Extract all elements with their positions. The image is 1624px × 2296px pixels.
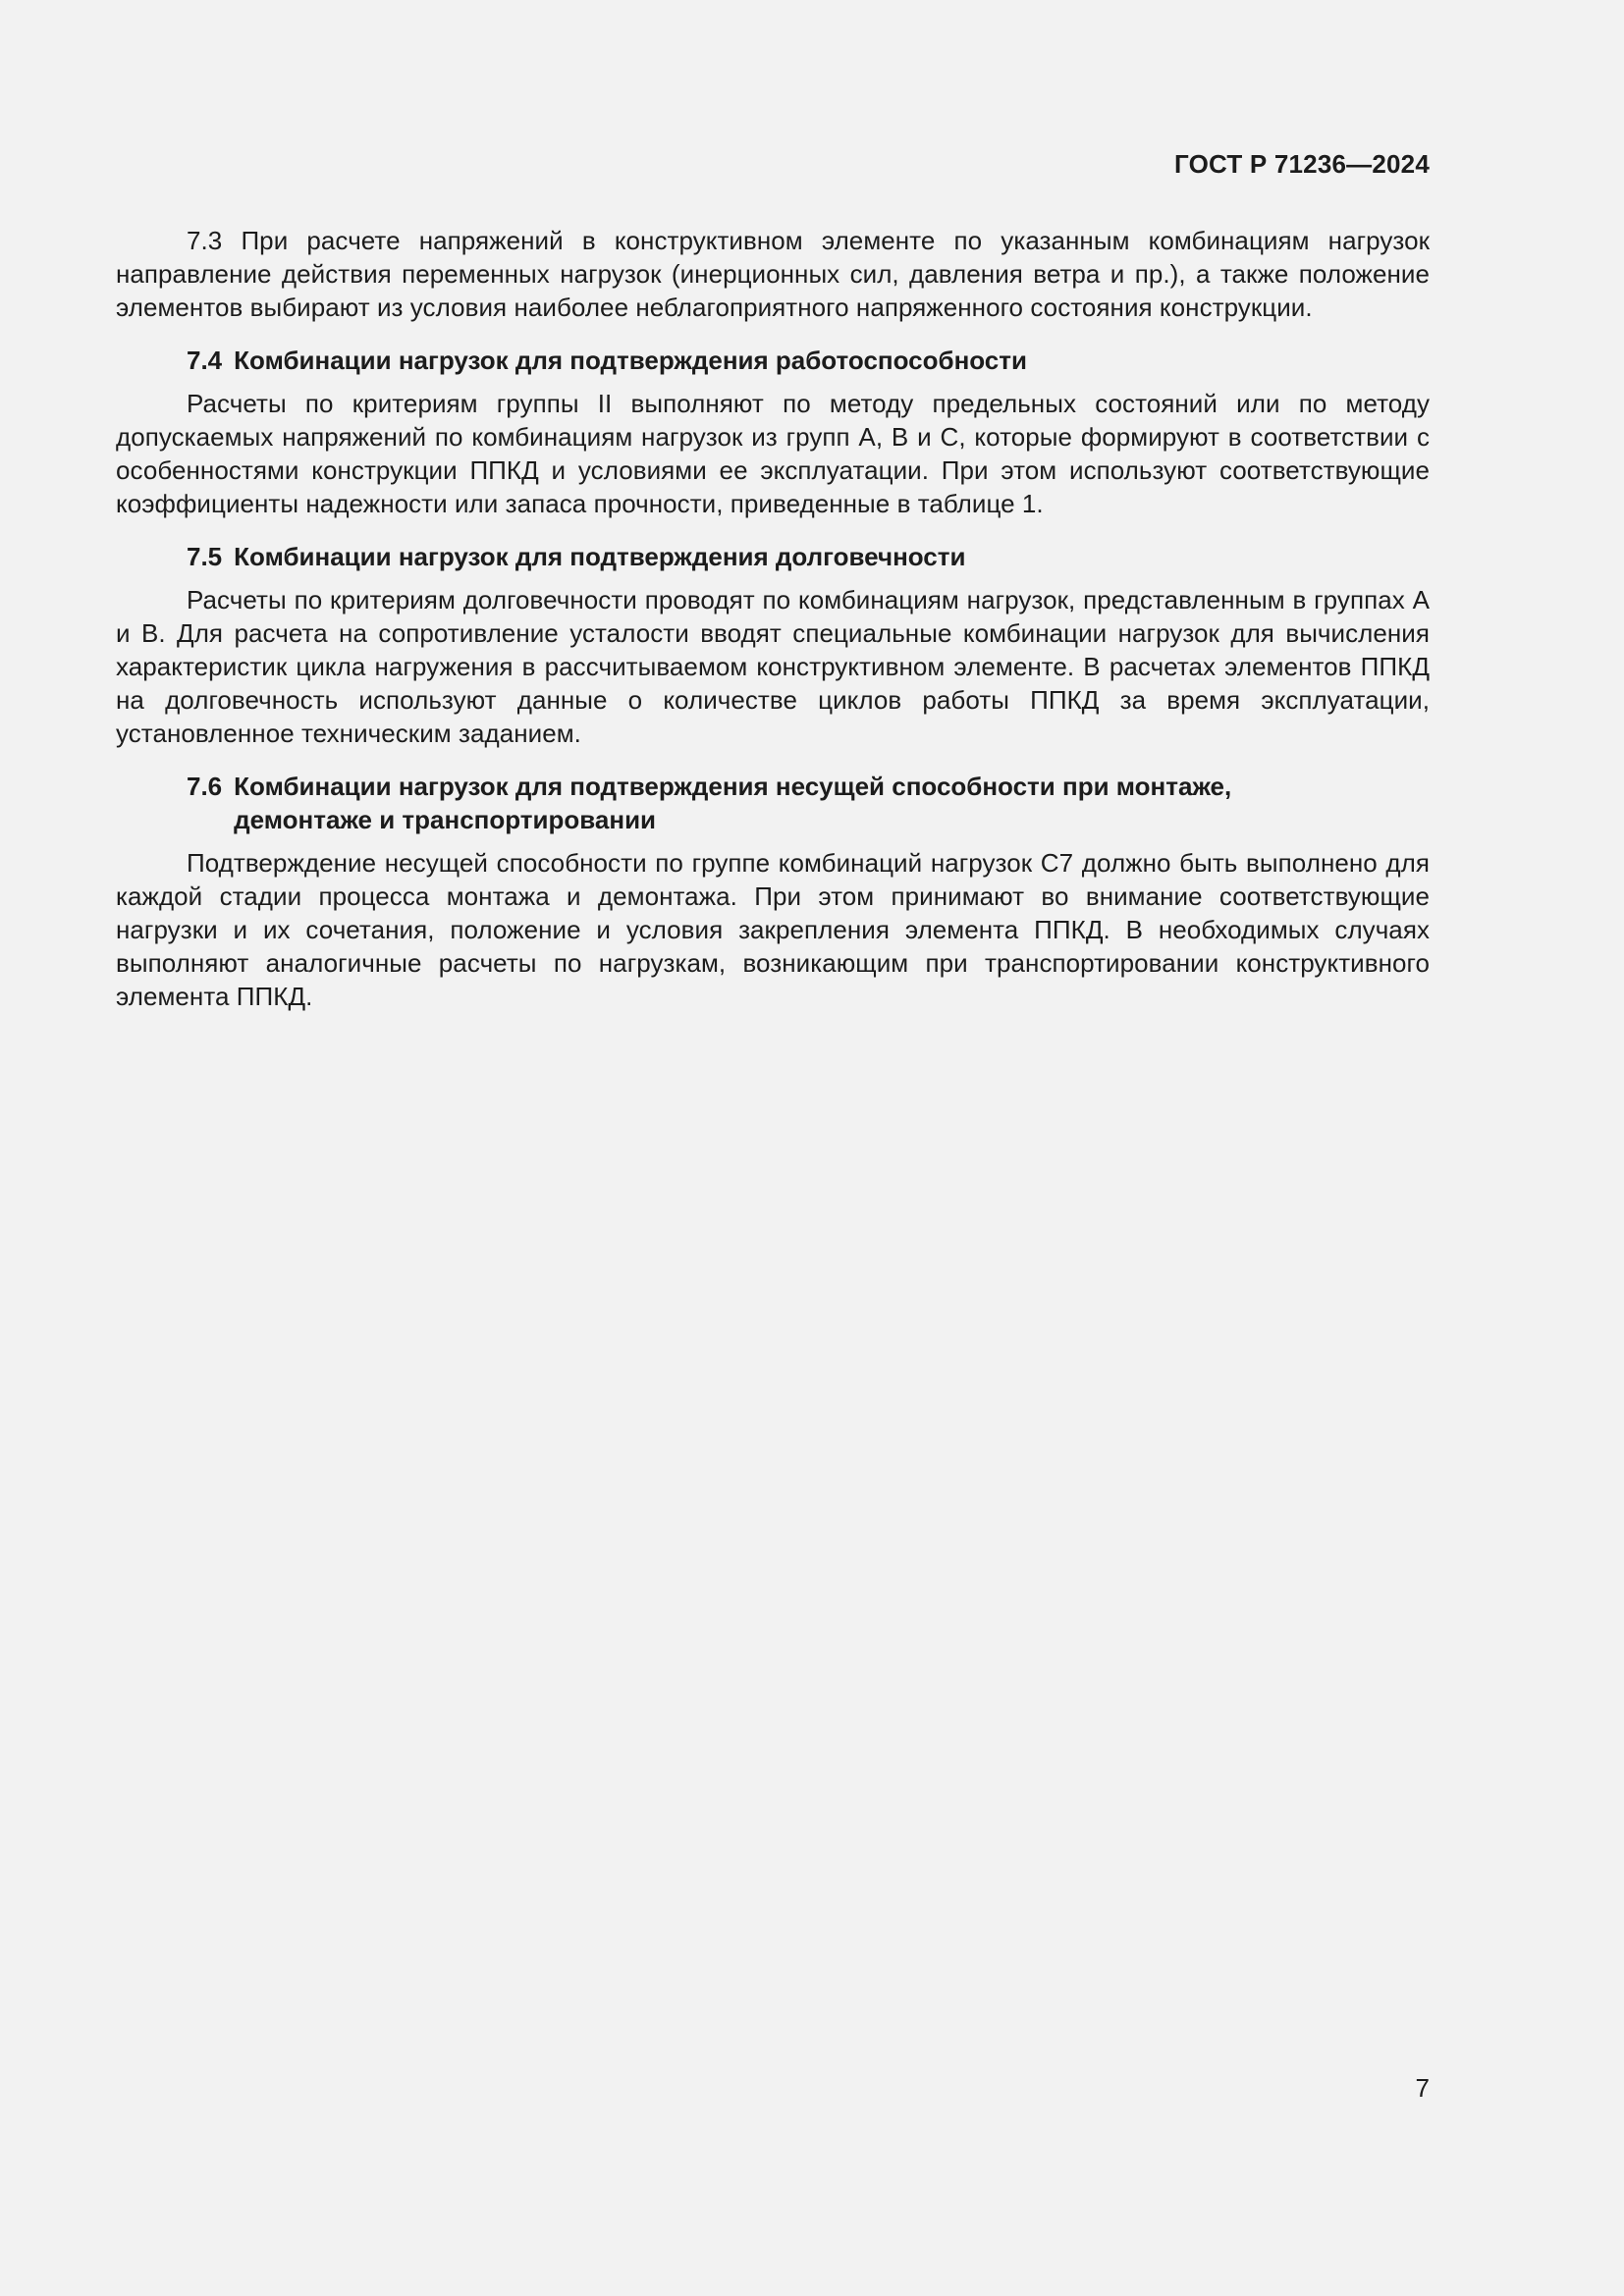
section-heading-7-5 <box>116 540 1430 573</box>
paragraph-7-4: Расчеты по критериям группы II выполняют по методу предельных состояний или по методу допускаемых напряжений по комбинациям нагрузок из групп А, В и С, которые формируют в соответствии с особенностями конструкции ППКД и условиями ее эксплуатации. При этом используют соответствующие коэффициенты надежности или запаса прочности, приведенные в таблице 1. <box>116 389 1430 518</box>
section-title: Комбинации нагрузок для подтверждения несущей способности при монтаже, демонтаже и транспортировании <box>234 772 1232 834</box>
section-title: Комбинации нагрузок для подтверждения долговечности <box>234 542 966 571</box>
section-number: 7.4 <box>187 346 223 375</box>
section-heading-7-4 <box>116 344 1430 377</box>
document-body <box>116 224 1430 1013</box>
paragraph-7-6: Подтверждение несущей способности по группе комбинаций нагрузок С7 должно быть выполнено для каждой стадии процесса монтажа и демонтажа. При этом принимают во внимание соответствующие нагрузки и их сочетания, положение и условия закрепления элемента ППКД. В необходимых случаях выполняют аналогичные расчеты по нагрузкам, возникающим при транспортировании конструктивного элемента ППКД. <box>116 848 1430 1011</box>
paragraph-7-3: 7.3 При расчете напряжений в конструктивном элементе по указанным комбинациям нагрузок направление действия переменных нагрузок (инерционных сил, давления ветра и пр.), а также положение элементов выбирают из условия наиболее неблагоприятного напряженного состояния конструкции. <box>116 226 1430 322</box>
page-number: 7 <box>1415 2073 1430 2103</box>
section-number: 7.5 <box>187 542 223 571</box>
document-code-header: ГОСТ Р 71236—2024 <box>1174 149 1430 179</box>
section-heading-7-6 <box>116 770 1430 836</box>
paragraph-7-5: Расчеты по критериям долговечности проводят по комбинациям нагрузок, представленным в группах А и В. Для расчета на сопротивление усталости вводят специальные комбинации нагрузок для вычисления характеристик цикла нагружения в рассчитываемом конструктивном элементе. В расчетах элементов ППКД на долговечность используют данные о количестве циклов работы ППКД за время эксплуатации, установленное техническим заданием. <box>116 585 1430 748</box>
section-number: 7.6 <box>187 772 223 801</box>
section-title: Комбинации нагрузок для подтверждения работоспособности <box>234 346 1027 375</box>
document-page <box>116 0 1430 2296</box>
